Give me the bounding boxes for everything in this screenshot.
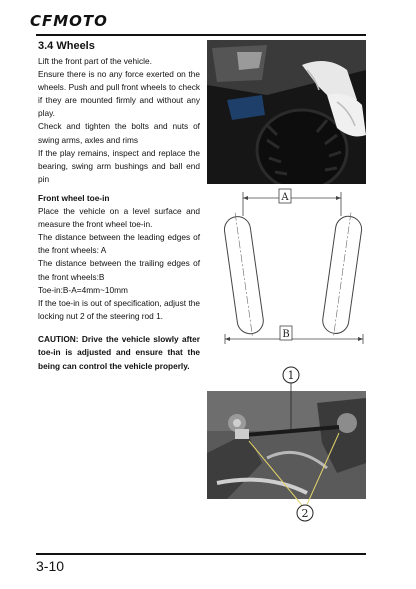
toe-in-diagram xyxy=(207,186,366,346)
footer-rule xyxy=(36,553,366,555)
callout-2: 2 xyxy=(301,507,309,520)
brand-logo: CFMOTO xyxy=(30,12,108,30)
paragraph-adjust: If the toe-in is out of specification, adjust the locking nut 2 of the steering rod 1. xyxy=(38,297,200,321)
caution-note: CAUTION: Drive the vehicle slowly after toe-in is adjusted and ensure that the being can control the vehicle properly. xyxy=(38,333,200,371)
label-a: A xyxy=(281,192,289,203)
steering-rod-photo xyxy=(207,363,366,523)
steering-rod-photo-graphic xyxy=(207,363,366,523)
paragraph-check-force: Ensure there is no any force exerted on the wheels. Push and pull front wheels to check if they are mounted firmly and without any play. xyxy=(38,69,200,119)
label-b: B xyxy=(282,329,290,340)
header-rule xyxy=(36,34,366,36)
paragraph-tighten: Check and tighten the bolts and nuts of swing arms, axles and rims xyxy=(38,121,200,145)
paragraph-lift: Lift the front part of the vehicle. xyxy=(38,56,152,66)
section-title: 3.4 Wheels xyxy=(38,40,95,52)
toe-in-heading: Front wheel toe-in xyxy=(38,192,110,203)
paragraph-toe-in-spec: Toe-in:B-A=4mm~10mm xyxy=(38,284,128,295)
wheel-photo-graphic xyxy=(207,40,366,184)
page-number: 3-10 xyxy=(36,558,65,574)
paragraph-trailing-b: The distance between the trailing edges of the front wheels:B xyxy=(38,258,200,282)
toe-in-diagram-graphic xyxy=(207,186,366,346)
paragraph-replace: If the play remains, inspect and replace the bearing, swing arm bushings and ball end pin xyxy=(38,147,200,184)
paragraph-leading-a: The distance between the leading edges of the front wheels: A xyxy=(38,232,200,256)
paragraph-measure: Place the vehicle on a level surface and measure the front wheel toe-in. xyxy=(38,206,200,230)
callout-1: 1 xyxy=(287,369,295,382)
text-column xyxy=(38,38,200,373)
wheel-photo xyxy=(207,40,366,184)
